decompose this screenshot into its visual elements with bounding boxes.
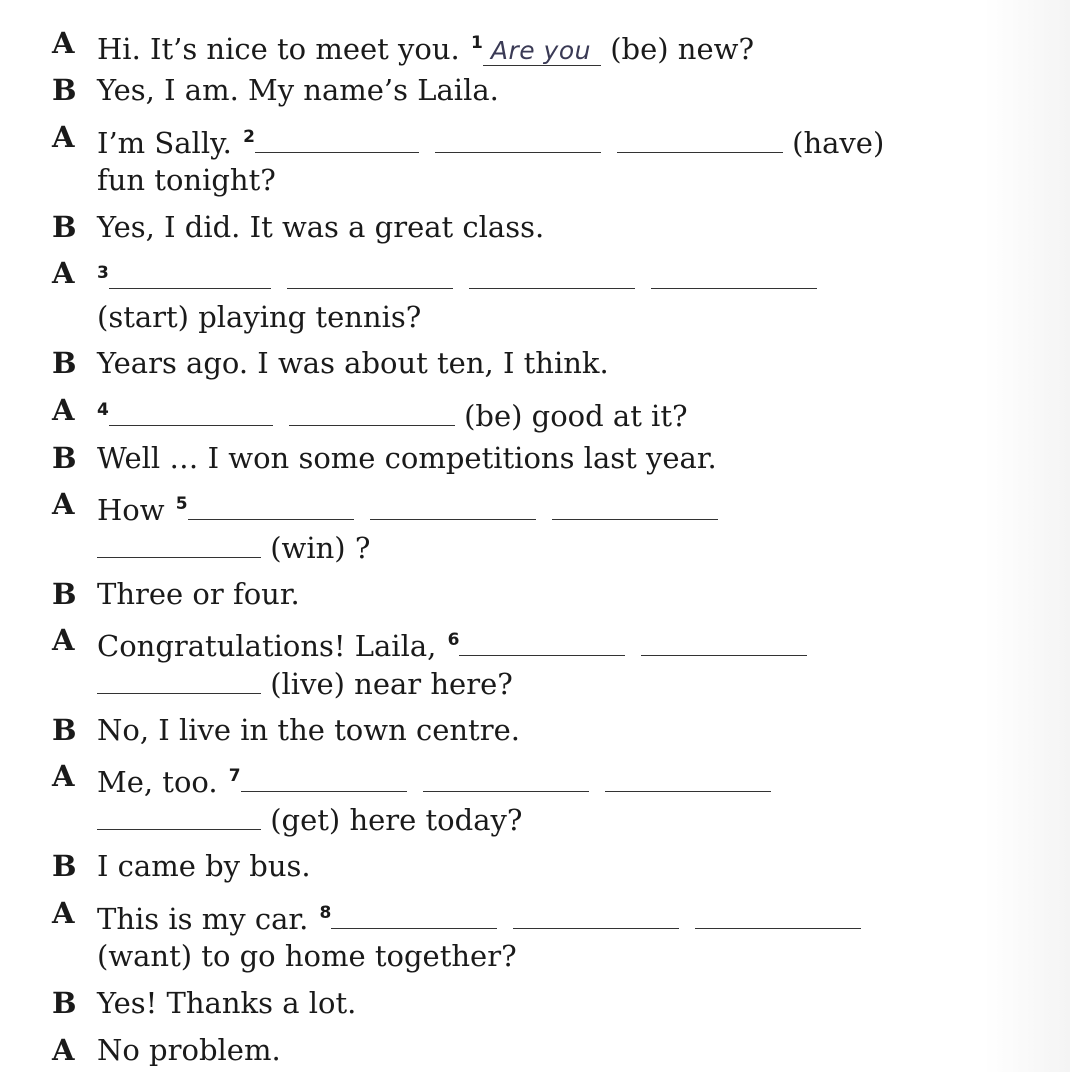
answer-blank[interactable] xyxy=(241,769,407,792)
dialogue-line-15 xyxy=(0,890,1070,936)
speaker-label: A xyxy=(52,487,75,521)
answer-blank[interactable] xyxy=(109,266,271,289)
answer-blank[interactable] xyxy=(255,130,419,153)
dialogue-line-5 xyxy=(0,250,1070,296)
item-number: 5 xyxy=(175,494,188,514)
line-text: Yes, I am. My name’s Laila. xyxy=(97,73,499,107)
line-text: (get) here today? xyxy=(270,803,523,837)
answer-blank[interactable] xyxy=(617,130,783,153)
answer-blank[interactable] xyxy=(287,266,453,289)
verb-hint: (have) xyxy=(792,126,885,160)
speaker-label: B xyxy=(52,986,77,1020)
speaker-label: A xyxy=(52,896,75,930)
speaker-label: B xyxy=(52,210,77,244)
dialogue-line-11-continued xyxy=(0,661,1070,707)
item-number: 3 xyxy=(97,263,109,283)
dialogue-line-1 xyxy=(0,20,1070,66)
item-number: 2 xyxy=(243,127,255,147)
dialogue-line-8 xyxy=(0,435,1070,481)
speaker-label: A xyxy=(52,256,75,290)
speaker-label: B xyxy=(52,577,77,611)
answer-blank[interactable] xyxy=(651,266,817,289)
speaker-label: A xyxy=(52,26,75,60)
line-text: This is my car. xyxy=(97,902,309,936)
line-text: (live) near here? xyxy=(270,667,513,701)
dialogue-line-9 xyxy=(0,481,1070,527)
dialogue-line-3 xyxy=(0,114,1070,160)
answer-blank[interactable] xyxy=(459,633,625,656)
item-number: 6 xyxy=(447,630,460,650)
speaker-label: B xyxy=(52,73,77,107)
line-text: Yes, I did. It was a great class. xyxy=(97,210,545,244)
line-text: How xyxy=(97,493,165,527)
answer-blank[interactable] xyxy=(289,403,455,426)
dialogue-line-17 xyxy=(0,1027,1070,1073)
line-text: No problem. xyxy=(97,1033,281,1067)
line-text: (win) ? xyxy=(270,531,371,565)
answer-blank[interactable] xyxy=(423,769,589,792)
dialogue-line-7 xyxy=(0,387,1070,433)
answer-blank[interactable] xyxy=(97,807,261,830)
answer-blank[interactable] xyxy=(109,403,273,426)
answer-blank[interactable] xyxy=(331,906,497,929)
dialogue-line-10 xyxy=(0,571,1070,617)
line-text: fun tonight? xyxy=(97,163,276,197)
dialogue-line-15-continued xyxy=(0,933,1070,979)
speaker-label: A xyxy=(52,393,75,427)
speaker-label: A xyxy=(52,759,75,793)
line-text: Congratulations! Laila, xyxy=(97,629,437,663)
speaker-label: B xyxy=(52,713,77,747)
answer-blank[interactable] xyxy=(188,497,354,520)
dialogue-line-3-continued xyxy=(0,157,1070,203)
answer-blank[interactable] xyxy=(469,266,635,289)
answer-blank[interactable] xyxy=(370,497,536,520)
item-number: 8 xyxy=(319,903,332,923)
answer-blank[interactable] xyxy=(97,535,261,558)
dialogue-line-4 xyxy=(0,204,1070,250)
dialogue-line-16 xyxy=(0,980,1070,1026)
dialogue-line-12 xyxy=(0,707,1070,753)
line-text: No, I live in the town centre. xyxy=(97,713,520,747)
line-text: (want) to go home together? xyxy=(97,939,517,973)
line-text: Me, too. xyxy=(97,765,218,799)
dialogue-line-13 xyxy=(0,753,1070,799)
line-text: I came by bus. xyxy=(97,849,311,883)
answer-blank[interactable] xyxy=(641,633,807,656)
answer-blank[interactable] xyxy=(435,130,601,153)
dialogue-line-5-continued xyxy=(0,294,1070,340)
speaker-label: A xyxy=(52,623,75,657)
answer-blank[interactable] xyxy=(552,497,718,520)
answer-blank[interactable] xyxy=(513,906,679,929)
dialogue-line-9-continued xyxy=(0,525,1070,571)
answer-blank[interactable] xyxy=(695,906,861,929)
line-text: Three or four. xyxy=(97,577,300,611)
dialogue-line-13-continued xyxy=(0,797,1070,843)
verb-hint: (be) new? xyxy=(610,32,755,66)
line-text: Years ago. I was about ten, I think. xyxy=(97,346,609,380)
item-number: 1 xyxy=(471,33,483,53)
answer-blank[interactable] xyxy=(97,671,261,694)
line-text: (start) playing tennis? xyxy=(97,300,422,334)
dialogue-line-6 xyxy=(0,340,1070,386)
line-text: Yes! Thanks a lot. xyxy=(97,986,357,1020)
line-text: Well … I won some competitions last year. xyxy=(97,441,717,475)
answer-blank[interactable] xyxy=(605,769,771,792)
line-text: Hi. It’s nice to meet you. xyxy=(97,32,460,66)
speaker-label: B xyxy=(52,346,77,380)
dialogue-line-11 xyxy=(0,617,1070,663)
speaker-label: B xyxy=(52,849,77,883)
line-text: I’m Sally. xyxy=(97,126,232,160)
dialogue-line-14 xyxy=(0,843,1070,889)
speaker-label: A xyxy=(52,120,75,154)
speaker-label: A xyxy=(52,1033,75,1067)
item-number: 7 xyxy=(228,766,241,786)
verb-hint: (be) good at it? xyxy=(464,399,688,433)
speaker-label: B xyxy=(52,441,77,475)
item-number: 4 xyxy=(97,400,109,420)
dialogue-line-2 xyxy=(0,67,1070,113)
answer-blank-1-filled[interactable]: Are you xyxy=(483,37,601,66)
